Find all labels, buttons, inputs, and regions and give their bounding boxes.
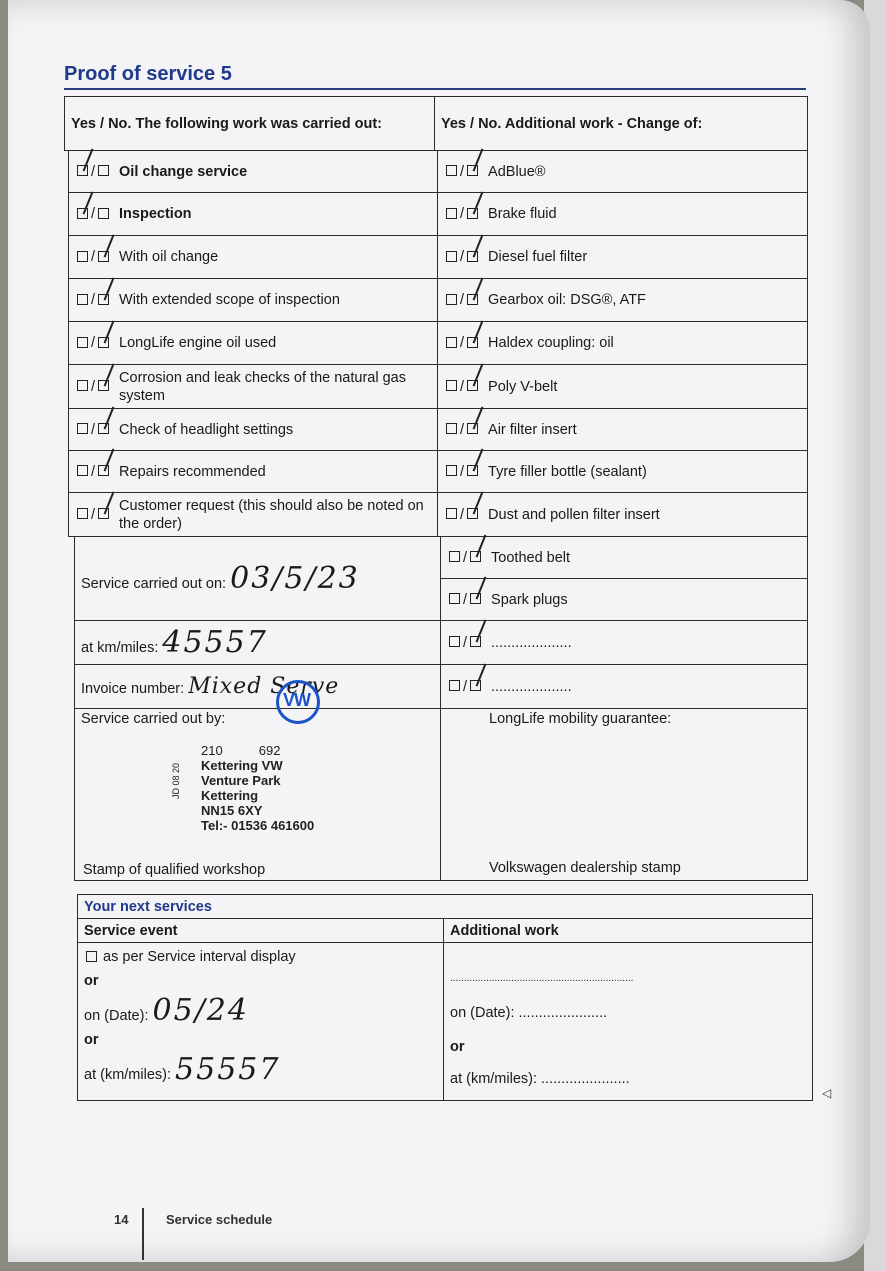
right-row: / Haldex coupling: oil — [438, 322, 808, 365]
item-label: With oil change — [119, 249, 219, 265]
checkbox-yes[interactable] — [77, 508, 88, 519]
checkbox-yes[interactable] — [77, 251, 88, 262]
checkbox-yes[interactable] — [77, 465, 88, 476]
additional-date-field[interactable]: on (Date): ...................... — [450, 1005, 608, 1021]
checkbox-no[interactable] — [98, 423, 109, 434]
checkbox-no[interactable] — [470, 551, 481, 562]
item-label: .................... — [491, 678, 572, 695]
page-title: Proof of service 5 — [64, 63, 232, 85]
km-label: at km/miles: — [81, 640, 159, 656]
next-services-title: Your next services — [78, 895, 813, 919]
mobility-label: LongLife mobility guarantee: — [489, 711, 672, 727]
or-label: or — [84, 973, 99, 989]
checkbox-yes[interactable] — [77, 380, 88, 391]
stamp-line: 210 692 — [201, 743, 281, 758]
checkbox-yes[interactable] — [449, 680, 460, 691]
stamp-side-text: JD 08 20 — [171, 762, 181, 799]
invoice-value[interactable]: Mixed Serve — [188, 674, 340, 699]
stamp-line: Kettering VW — [201, 758, 283, 773]
item-label: Corrosion and leak checks of the natural gas system — [119, 369, 406, 404]
right-row: / Spark plugs — [441, 579, 808, 621]
checkbox-no[interactable] — [98, 508, 109, 519]
left-row: / Customer request (this should also be noted on the order) — [69, 493, 438, 537]
checkbox-no[interactable] — [467, 208, 478, 219]
footer-divider — [142, 1208, 144, 1260]
left-row: / Repairs recommended — [69, 451, 438, 493]
item-label: Check of headlight settings — [119, 421, 294, 438]
right-row: / Tyre filler bottle (sealant) — [438, 451, 808, 493]
checkbox-no[interactable] — [467, 380, 478, 391]
item-label: Diesel fuel filter — [488, 249, 588, 265]
right-row: / Brake fluid — [438, 193, 808, 236]
checkbox-no[interactable] — [467, 165, 478, 176]
service-event-cell — [78, 943, 444, 1101]
additional-work-line[interactable]: .................................................................. — [450, 973, 634, 984]
section-name: Service schedule — [166, 1212, 273, 1227]
service-table — [64, 96, 808, 151]
vw-logo-icon — [276, 680, 320, 724]
checkbox-no[interactable] — [470, 636, 481, 647]
checkbox-no[interactable] — [98, 165, 109, 176]
stamp-line: Tel:- 01536 461600 — [201, 818, 315, 833]
item-label: Gearbox oil: DSG®, ATF — [488, 292, 646, 308]
checkbox-no[interactable] — [467, 251, 478, 262]
service-date-cell — [75, 537, 441, 621]
checkbox-yes[interactable] — [446, 251, 457, 262]
right-row: / Dust and pollen filter insert — [438, 493, 808, 537]
stamp-line: Kettering — [201, 788, 259, 803]
invoice-label: Invoice number: — [81, 681, 185, 697]
item-label: Inspection — [119, 206, 192, 222]
work-table — [68, 150, 808, 537]
item-label: .................... — [491, 634, 572, 651]
checkbox-no[interactable] — [98, 208, 109, 219]
or-label: or — [84, 1032, 99, 1048]
km-value[interactable]: 45557 — [162, 625, 268, 660]
checkbox-yes[interactable] — [446, 165, 457, 176]
item-label: Haldex coupling: oil — [488, 335, 614, 351]
checkbox-no[interactable] — [467, 508, 478, 519]
checkbox-yes[interactable] — [77, 337, 88, 348]
left-row: / Check of headlight settings — [69, 409, 438, 451]
left-row: / With extended scope of inspection — [69, 279, 438, 322]
checkbox-yes[interactable] — [446, 208, 457, 219]
checkbox-yes[interactable] — [449, 551, 460, 562]
interval-label: as per Service interval display — [103, 949, 296, 965]
carried-out-by-label: Service carried out by: — [81, 711, 226, 727]
right-row: / .................... — [441, 665, 808, 709]
page-number: 14 — [114, 1212, 129, 1227]
item-label: AdBlue® — [488, 163, 546, 180]
left-header: Yes / No. The following work was carried out: — [65, 97, 435, 151]
checkbox-no[interactable] — [470, 593, 481, 604]
item-label: Oil change service — [119, 163, 248, 180]
next-date-value[interactable]: 05/24 — [152, 993, 249, 1028]
checkbox-no[interactable] — [98, 380, 109, 391]
checkbox-no[interactable] — [98, 251, 109, 262]
service-date-value[interactable]: 03/5/23 — [230, 561, 360, 596]
checkbox-no[interactable] — [470, 680, 481, 691]
item-label: Repairs recommended — [119, 463, 266, 480]
left-row: / Oil change service — [69, 151, 438, 193]
checkbox-no[interactable] — [98, 465, 109, 476]
triangle-arrow-icon: ◁ — [822, 1086, 832, 1100]
left-row: / With oil change — [69, 236, 438, 279]
item-label: Poly V-belt — [488, 378, 558, 395]
checkbox-yes[interactable] — [449, 636, 460, 647]
checkbox-yes[interactable] — [449, 593, 460, 604]
workshop-stamp — [201, 743, 434, 833]
checkbox-no[interactable] — [467, 294, 478, 305]
item-label: Brake fluid — [488, 206, 557, 222]
right-row: / AdBlue® — [438, 151, 808, 193]
checkbox-yes[interactable] — [77, 423, 88, 434]
checkbox-yes[interactable] — [77, 208, 88, 219]
item-label: Spark plugs — [491, 591, 568, 608]
next-km-value[interactable]: 55557 — [175, 1052, 281, 1087]
checkbox-yes[interactable] — [446, 337, 457, 348]
checkbox-yes[interactable] — [77, 165, 88, 176]
km-cell — [75, 621, 441, 665]
stamp-line: Venture Park — [201, 773, 281, 788]
item-label: Dust and pollen filter insert — [488, 506, 660, 523]
invoice-cell — [75, 665, 441, 709]
left-row: / Inspection — [69, 193, 438, 236]
checkbox-yes[interactable] — [446, 294, 457, 305]
item-label: Customer request (this should also be noted on the order) — [119, 497, 424, 532]
item-label: LongLife engine oil used — [119, 335, 277, 351]
or-label: or — [450, 1039, 465, 1055]
right-row: / Toothed belt — [441, 537, 808, 579]
dealer-stamp-cell — [441, 709, 808, 881]
next-km-label: at (km/miles): — [84, 1067, 171, 1083]
checkbox-no[interactable] — [467, 465, 478, 476]
details-table — [74, 536, 808, 881]
checkbox-yes[interactable] — [77, 294, 88, 305]
checkbox-yes[interactable] — [446, 423, 457, 434]
right-row: / Diesel fuel filter — [438, 236, 808, 279]
right-row: / Gearbox oil: DSG®, ATF — [438, 279, 808, 322]
workshop-stamp-label: Stamp of qualified workshop — [83, 862, 266, 878]
service-event-header: Service event — [78, 919, 444, 943]
checkbox-yes[interactable] — [446, 465, 457, 476]
right-row: / .................... — [441, 621, 808, 665]
dealer-stamp-label: Volkswagen dealership stamp — [489, 860, 681, 876]
checkbox-yes[interactable] — [446, 380, 457, 391]
checkbox-no[interactable] — [467, 423, 478, 434]
left-row: / LongLife engine oil used — [69, 322, 438, 365]
left-row: / Corrosion and leak checks of the natural gas system — [69, 365, 438, 409]
interval-checkbox[interactable] — [86, 951, 97, 962]
item-label: Air filter insert — [488, 421, 577, 438]
checkbox-no[interactable] — [98, 294, 109, 305]
next-date-label: on (Date): — [84, 1008, 149, 1024]
checkbox-yes[interactable] — [446, 508, 457, 519]
service-date-label: Service carried out on: — [81, 576, 227, 592]
item-label: Tyre filler bottle (sealant) — [488, 463, 647, 480]
item-label: Toothed belt — [491, 549, 571, 566]
additional-work-cell — [444, 943, 813, 1101]
additional-km-field[interactable]: at (km/miles): ...................... — [450, 1071, 630, 1087]
right-row: / Air filter insert — [438, 409, 808, 451]
title-underline — [64, 88, 806, 90]
right-row: / Poly V-belt — [438, 365, 808, 409]
workshop-stamp-cell — [75, 709, 441, 881]
next-services-table — [77, 894, 813, 1101]
additional-work-header: Additional work — [444, 919, 813, 943]
item-label: With extended scope of inspection — [119, 292, 340, 308]
stamp-line: NN15 6XY — [201, 803, 263, 818]
right-header: Yes / No. Additional work - Change of: — [435, 97, 808, 151]
checkbox-no[interactable] — [467, 337, 478, 348]
checkbox-no[interactable] — [98, 337, 109, 348]
